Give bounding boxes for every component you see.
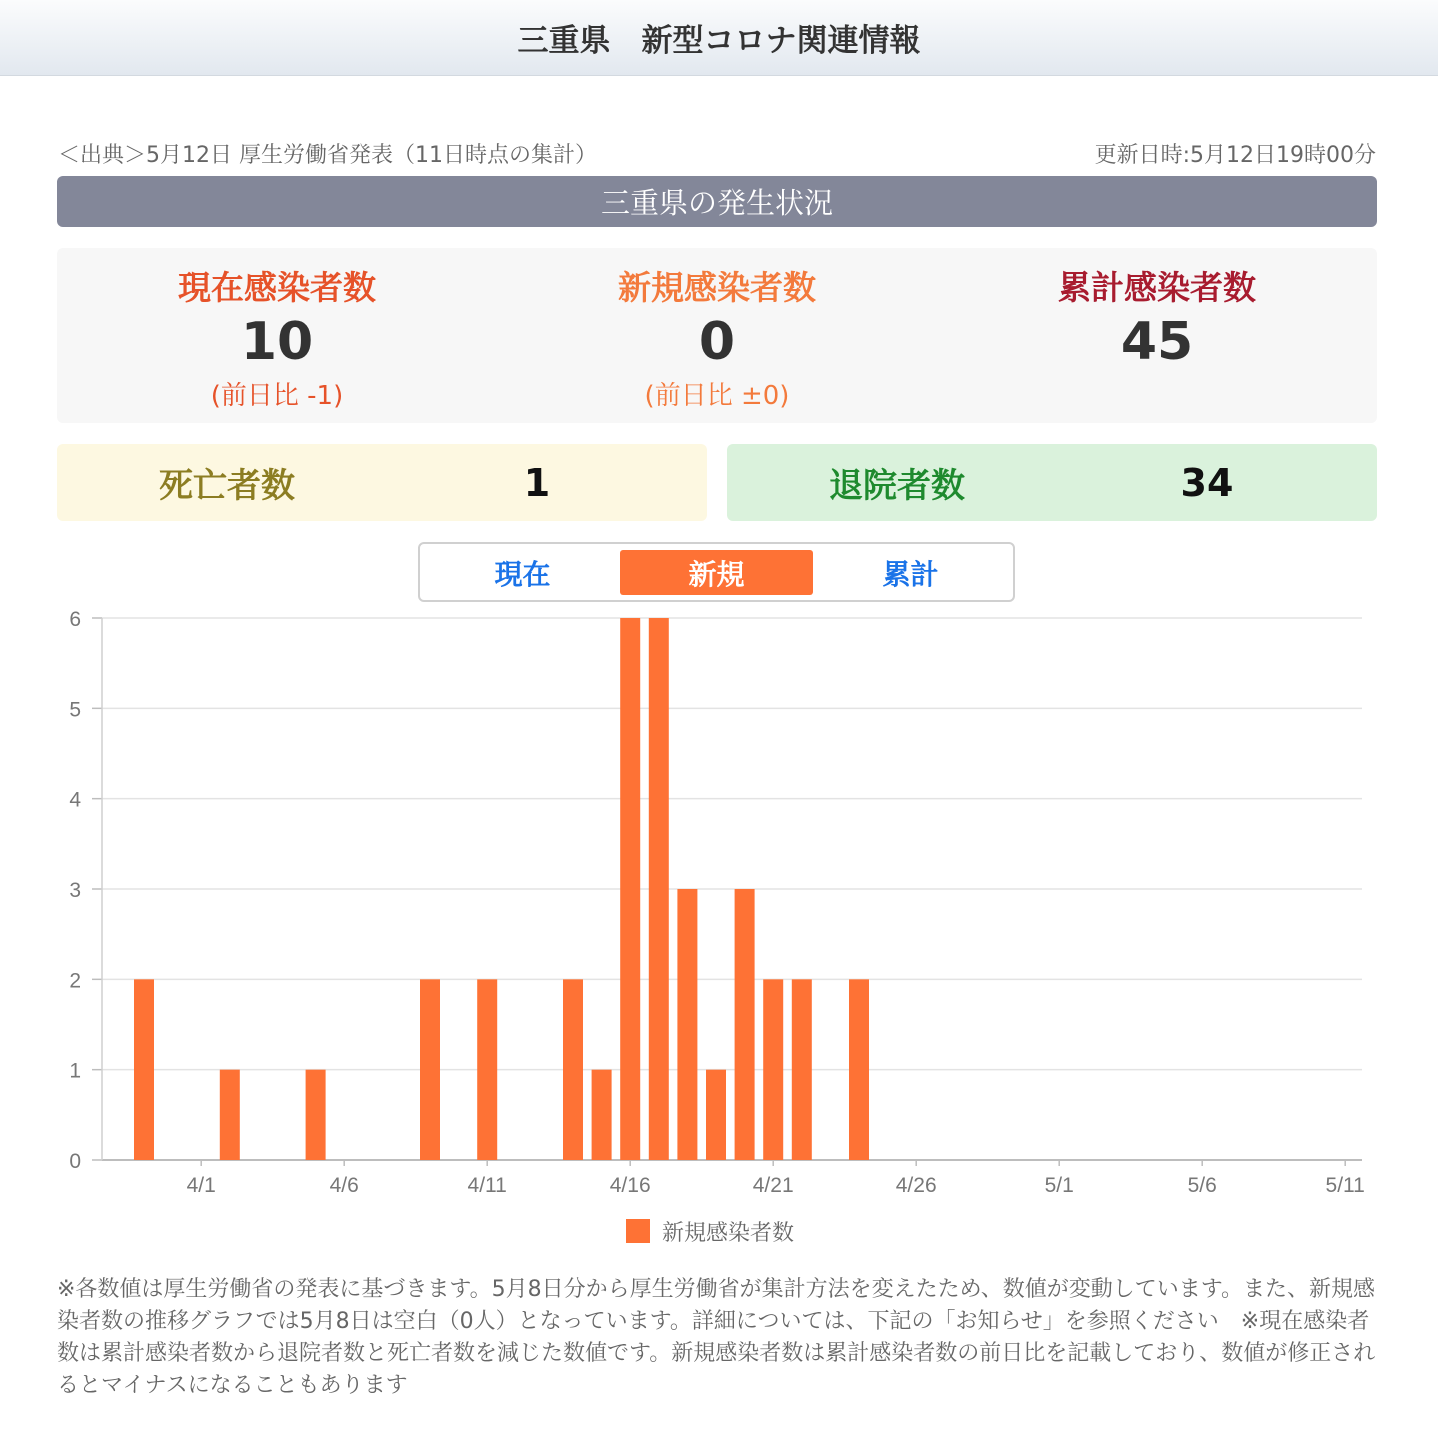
bar-4-22 (792, 979, 812, 1160)
bar-4-2 (220, 1070, 240, 1160)
deaths-label: 死亡者数 (159, 466, 295, 506)
bar-3-30 (134, 979, 154, 1160)
updated-timestamp: 更新日時:5月12日19時00分 (1094, 142, 1376, 168)
current-infected-label: 現在感染者数 (178, 268, 376, 307)
y-tick-label: 4 (69, 788, 81, 812)
x-tick-label: 4/1 (186, 1174, 216, 1197)
new-infected-card (497, 248, 937, 423)
new-infected-value: 0 (698, 312, 736, 372)
current-infected-value: 10 (240, 312, 314, 372)
legend-label: 新規感染者数 (662, 1220, 795, 1246)
bar-4-16 (620, 618, 640, 1160)
x-tick-label: 4/26 (895, 1174, 937, 1197)
bar-4-20 (735, 889, 755, 1160)
total-infected-label: 累計感染者数 (1058, 268, 1256, 307)
meta-row (58, 137, 1376, 169)
summary-panel (57, 248, 1377, 423)
y-tick-label: 5 (69, 698, 81, 722)
x-tick-label: 4/21 (752, 1174, 794, 1197)
tab-new[interactable]: 新規 (620, 550, 813, 595)
source-text: ＜出典＞5月12日 厚生労働省発表（11日時点の集計） (58, 142, 597, 168)
y-tick-label: 0 (69, 1150, 81, 1173)
x-tick-label: 5/1 (1044, 1174, 1074, 1197)
recovered-box (727, 444, 1377, 521)
footnote: ※各数値は厚生労働省の発表に基づきます。5月8日分から厚生労働省が集計方法を変えたため、数値が変動しています。また、新規感染者数の推移グラフでは5月8日は空白（0人）となっています。詳細については、下記の「お知らせ」を参照ください ※現在感染者数は累計感染者数から退院者数と死亡者数を減じた数値です。新規感染者数は累計感染者数の前日比を記載しており、数値が修正されるとマイナスになることもあります (57, 1277, 1376, 1398)
x-tick-label: 4/11 (467, 1174, 507, 1197)
y-tick-label: 2 (69, 969, 81, 993)
y-tick-label: 1 (69, 1059, 81, 1083)
chart-tab-group (418, 542, 1015, 602)
legend-swatch (626, 1219, 650, 1243)
x-tick-label: 4/6 (329, 1174, 359, 1197)
total-infected-card (937, 248, 1377, 423)
bar-4-14 (563, 979, 583, 1160)
x-tick-label: 5/6 (1187, 1174, 1217, 1197)
x-tick-label: 5/11 (1325, 1174, 1365, 1197)
bar-4-24 (849, 979, 869, 1160)
bar-4-19 (706, 1070, 726, 1160)
page-title: 三重県 新型コロナ関連情報 (517, 23, 921, 59)
y-tick-label: 6 (69, 608, 81, 631)
tab-current[interactable]: 現在 (494, 557, 551, 591)
new-cases-bar-chart (0, 600, 1438, 1210)
bar-4-11 (477, 979, 497, 1160)
new-infected-diff: (前日比 ±0) (644, 381, 790, 411)
chart-legend[interactable] (626, 1215, 794, 1247)
bar-4-15 (592, 1070, 612, 1160)
bar-4-18 (677, 889, 697, 1160)
y-tick-label: 3 (69, 879, 81, 902)
bar-4-5 (306, 1070, 326, 1160)
x-tick-label: 4/16 (609, 1174, 651, 1197)
current-infected-diff: (前日比 -1) (210, 381, 344, 411)
total-infected-value: 45 (1120, 312, 1194, 372)
bar-4-17 (649, 618, 669, 1160)
tab-total[interactable]: 累計 (882, 557, 939, 591)
section-title-bar (57, 176, 1377, 227)
recovered-label: 退院者数 (829, 466, 965, 506)
app-header (0, 0, 1438, 76)
deaths-value: 1 (523, 460, 551, 505)
bar-4-9 (420, 979, 440, 1160)
section-title: 三重県の発生状況 (600, 186, 833, 220)
current-infected-card (57, 248, 497, 423)
deaths-box (57, 444, 707, 521)
recovered-value: 34 (1180, 460, 1234, 505)
new-infected-label: 新規感染者数 (618, 268, 816, 307)
bar-4-21 (763, 979, 783, 1160)
